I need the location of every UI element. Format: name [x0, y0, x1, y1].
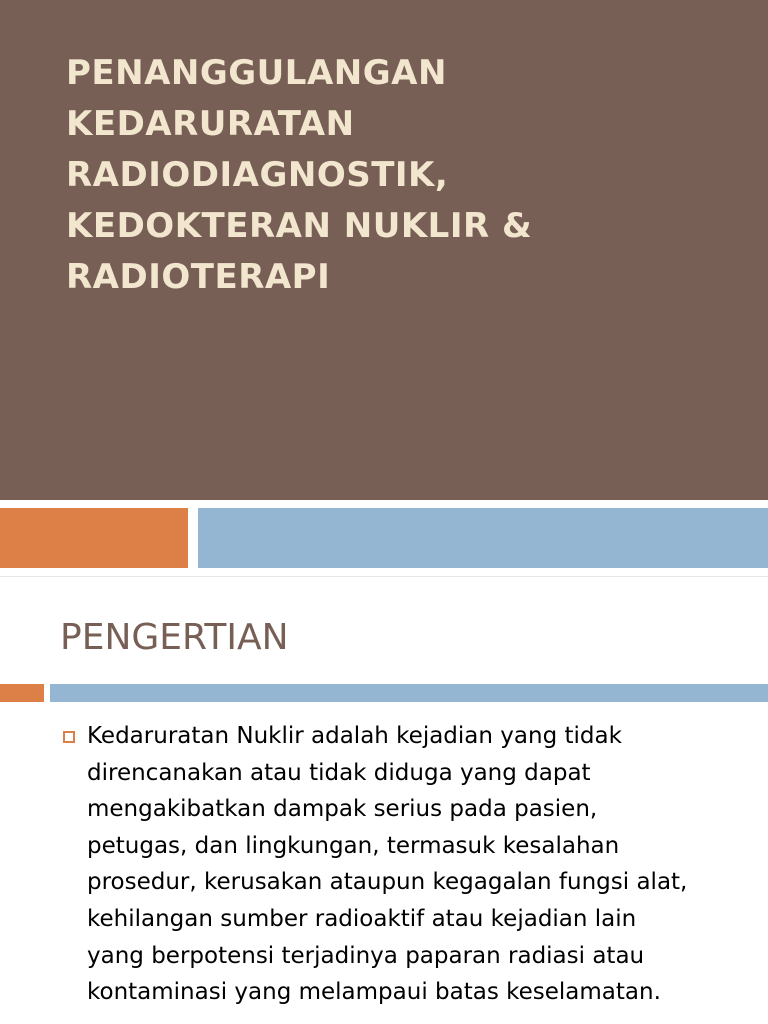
section-heading: PENGERTIAN: [60, 617, 289, 658]
bullet-line: yang berpotensi terjadinya paparan radiasi atau: [87, 942, 645, 969]
bullet-line: Kedaruratan Nuklir adalah kejadian yang tidak: [87, 723, 622, 749]
bullet-line: direncanakan atau tidak diduga yang dapat: [87, 759, 591, 786]
title-line: PENANGGULANGAN: [66, 53, 447, 93]
bullet-line: mengakibatkan dampak serius pada pasien,: [87, 796, 598, 823]
title-line: KEDOKTERAN NUKLIR &: [66, 206, 533, 246]
title-panel: [0, 0, 768, 500]
presentation-title: [66, 48, 746, 303]
bullet-item: [60, 718, 750, 1011]
bullet-line: prosedur, kerusakan ataupun kegagalan fungsi alat,: [87, 869, 688, 896]
slide-divider: [0, 576, 768, 577]
title-line: RADIODIAGNOSTIK,: [66, 155, 449, 195]
title-line: RADIOTERAPI: [66, 257, 331, 297]
accent-bar-blue: [50, 684, 768, 702]
bullet-text: [87, 718, 750, 1011]
bullet-line: kehilangan sumber radioaktif atau kejadian lain: [87, 905, 637, 932]
accent-bar-orange: [0, 684, 44, 702]
bullet-line: kontaminasi yang melampaui batas keselamatan.: [87, 979, 661, 1006]
title-line: KEDARURATAN: [66, 104, 355, 144]
accent-bar-blue: [198, 508, 768, 568]
accent-bar-orange: [0, 508, 188, 568]
content-slide: [0, 576, 768, 1024]
hollow-square-bullet-icon: [63, 731, 75, 743]
bullet-line: petugas, dan lingkungan, termasuk kesalahan: [87, 832, 620, 859]
